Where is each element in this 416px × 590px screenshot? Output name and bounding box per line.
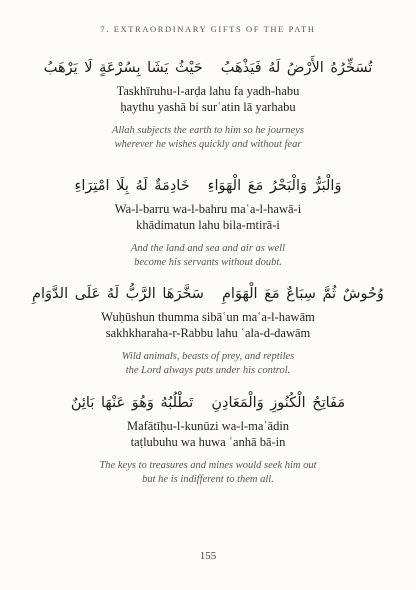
arabic-first-hemistich: مَفَاتِحُ الْكُنُوزِ وَالْمَعَادِنِ [211,395,346,411]
verse-stanza [0,393,416,487]
arabic-first-hemistich: وَالْبَرُّ وَالْبَحْرُ مَعَ الْهَوَاءِ [207,178,342,194]
translation-line: Wild animals, beasts of prey, and reptiles [121,351,295,362]
transliteration-line: khādimatun lahu bila-mtirā-i [136,217,280,232]
arabic-verse [0,58,416,78]
translation-line: wherever he wishes quickly and without fear [114,139,302,150]
verse-stanza [0,176,416,270]
translation-line: become his servants without doubt. [134,257,282,268]
transliteration-line: sakhkharaha-r-Rabbu lahu ʿala-d-dawām [105,325,311,340]
arabic-second-hemistich: تَطْلُبُهُ وَهُوَ عَنْهَا بَائِنٌ [70,395,194,411]
verse-stanza [0,58,416,152]
transliteration-line: Mafātīḥu-l-kunūzi wa-l-maʿādin [126,419,290,433]
arabic-second-hemistich: حَيْثُ يَشَا بِسُرْعَةٍ لَا يَرْهَبُ [43,60,203,76]
verse-stanza [0,284,416,378]
page-number: 155 [199,550,217,562]
transliteration-line: Taskhīruhu-l-arḍa lahu fa yadh-habu [116,84,300,98]
translation-line: The keys to treasures and mines would seek him out [99,460,317,471]
running-head: 7. EXTRAORDINARY GIFTS OF THE PATH [100,24,316,34]
arabic-second-hemistich: خَادِمَةٌ لَهُ بِلَا امْتِرَاءِ [74,178,190,194]
transliteration-line: ḥaythu yashā bi surʿatin lā yarhabu [120,99,296,114]
arabic-verse [0,176,416,196]
arabic-verse [0,284,416,304]
arabic-second-hemistich: سَخَّرَهَا الرَّبُّ لَهُ عَلَى الدَّوَامِ [32,286,204,302]
arabic-first-hemistich: تُسَخِّرُهُ الأَرْضُ لَهُ فَيَذْهَبُ [220,60,373,76]
arabic-verse [0,393,416,413]
translation-line: the Lord always puts under his control. [125,365,291,376]
transliteration-line: Wuḥūshun thumma sibāʿun maʿa-l-hawām [101,310,315,324]
transliteration-line: Wa-l-barru wa-l-bahru maʿa-l-hawā-i [114,202,302,216]
translation-line: but he is indifferent to them all. [142,474,274,485]
transliteration-line: taṭlubuhu wa huwa ʿanhā bā-in [130,434,286,449]
translation-line: Allah subjects the earth to him so he journeys [112,125,304,136]
arabic-first-hemistich: وُحُوشٌ ثُمَّ سِبَاعٌ مَعَ الْهَوَامِ [221,286,384,302]
translation-line: And the land and sea and air as well [131,243,285,254]
